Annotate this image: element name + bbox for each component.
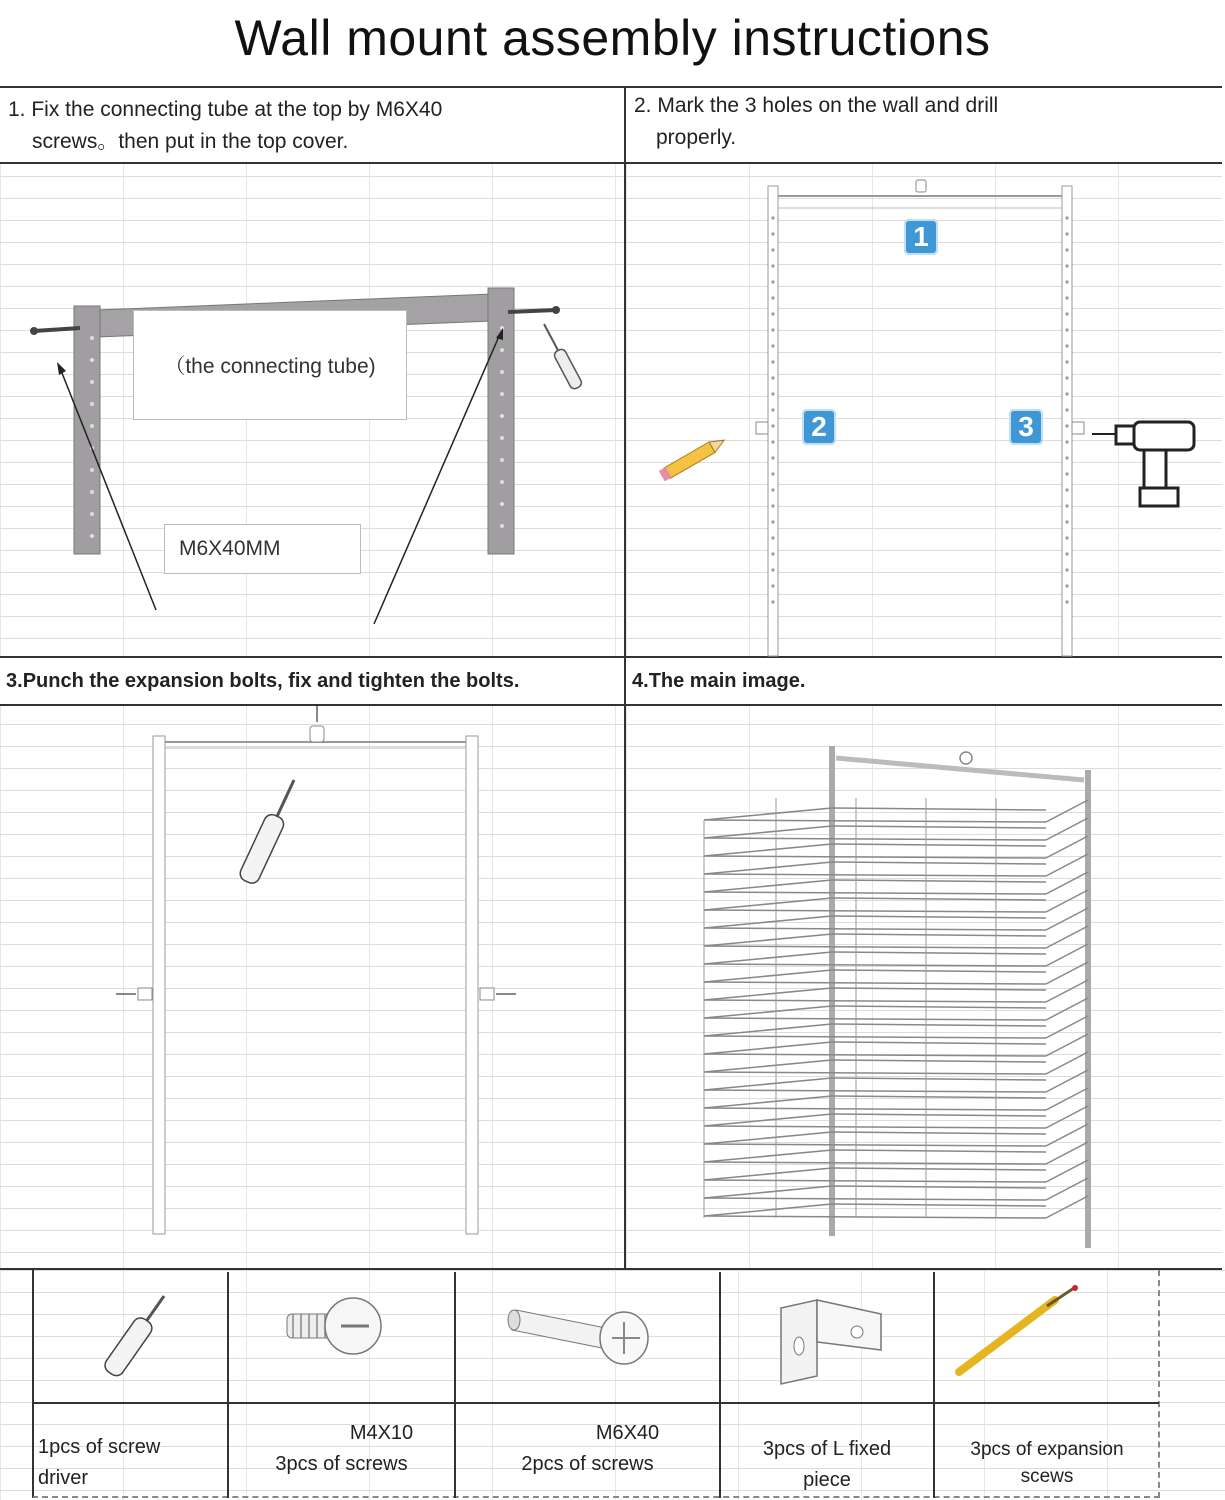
part-expansion-cell [935, 1272, 1159, 1402]
step1-number: 1. [8, 98, 26, 121]
step2-text-line2: properly. [656, 126, 737, 149]
step2-number: 2. [634, 94, 652, 117]
part-caption-l-bracket [721, 1402, 935, 1498]
caption-line1: 3pcs of screws [275, 1453, 408, 1475]
caption-line1: 2pcs of screws [521, 1453, 654, 1475]
caption-spec: M6X40 [595, 1422, 660, 1444]
page-title: Wall mount assembly instructions [234, 10, 991, 66]
step2-text-line1: Mark the 3 holes on the wall and drill [657, 94, 999, 117]
caption-line2: piece [803, 1469, 851, 1491]
caption-line1: 3pcs of expansion [970, 1439, 1124, 1460]
drying-rack-illustration [626, 658, 1222, 1270]
m6x40-screw-icon [456, 1272, 721, 1402]
caption-line1: 3pcs of L fixed [762, 1438, 892, 1460]
step2-illustration [626, 88, 1222, 658]
step3-panel [0, 658, 626, 1270]
step4-number: 4. [632, 670, 649, 692]
screw-size-label: M6X40MM [164, 524, 361, 574]
m4x10-screw-icon [229, 1272, 456, 1402]
part-m6x40-cell [456, 1272, 721, 1402]
caption-line2: scews [1020, 1466, 1074, 1487]
step3-illustration [0, 658, 624, 1270]
part-caption-m6x40 [456, 1402, 721, 1498]
part-caption-m4x10 [229, 1402, 456, 1498]
l-bracket-icon [721, 1272, 935, 1402]
step2-panel [626, 88, 1222, 658]
caption-line1: 1pcs of screw [38, 1436, 161, 1458]
caption-line2: driver [38, 1467, 89, 1489]
step1-text-line1: Fix the connecting tube at the top by M6X40 [31, 98, 443, 121]
step4-panel [626, 658, 1222, 1270]
part-l-bracket-cell [721, 1272, 935, 1402]
step1-text-line2: screws。then put in the top cover. [32, 130, 349, 153]
part-caption-expansion [935, 1402, 1159, 1498]
expansion-screw-icon [935, 1272, 1159, 1402]
connecting-tube-label: （the connecting tube) [133, 310, 407, 420]
step4-text: The main image. [648, 670, 806, 692]
part-m4x10-cell [229, 1272, 456, 1402]
hole-badge-1: 1 [904, 219, 938, 255]
hole-badge-2: 2 [802, 409, 836, 445]
hole-badge-3: 3 [1009, 409, 1043, 445]
step1-panel [0, 88, 626, 658]
part-caption-screwdriver [34, 1402, 229, 1498]
screwdriver-icon [34, 1272, 229, 1402]
part-screwdriver-cell [34, 1272, 229, 1402]
caption-spec: M4X10 [349, 1422, 414, 1444]
step3-number: 3. [6, 670, 23, 692]
step3-text: Punch the expansion bolts, fix and tighten the bolts. [22, 670, 520, 692]
